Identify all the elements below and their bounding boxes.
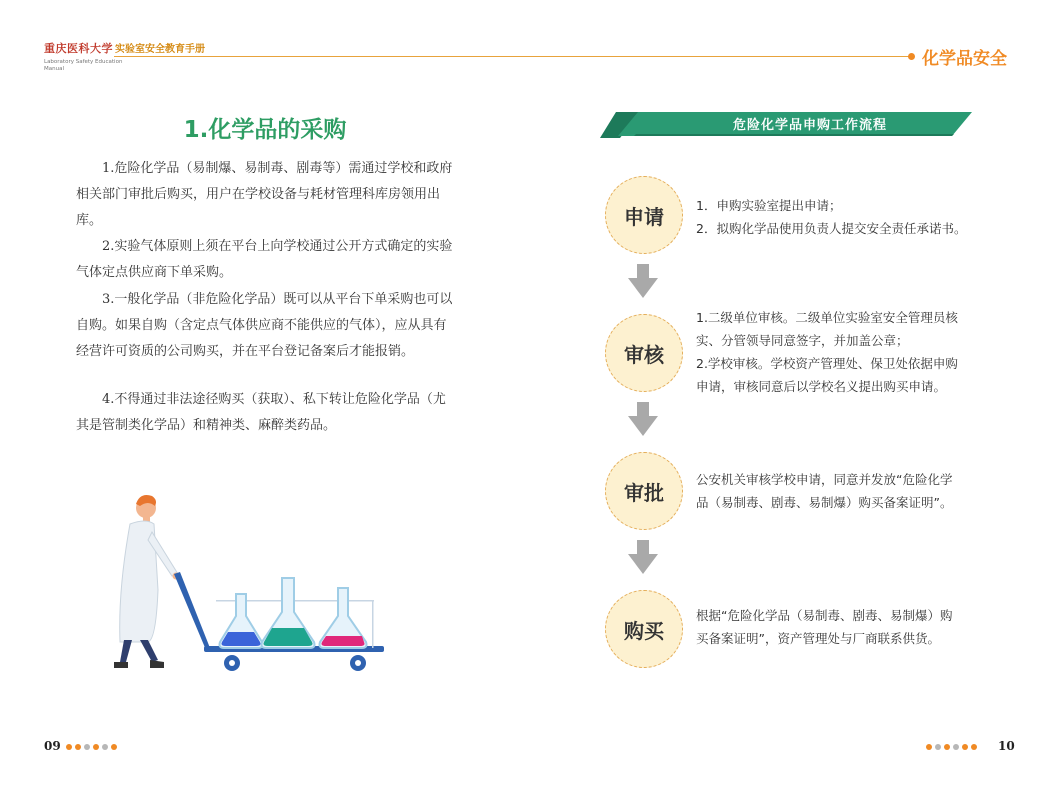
header-rule-dot — [908, 53, 915, 60]
footer-dots-right — [926, 744, 977, 750]
step-purchase-circle — [605, 590, 683, 668]
step-approve-label: 审批 — [624, 480, 664, 505]
step-review-line-2: 实、分管领导同意签字，并加盖公章； — [696, 333, 909, 348]
flask-blue — [220, 594, 263, 648]
step-approve-circle — [605, 452, 683, 530]
scientist-cart-illustration — [100, 490, 400, 675]
header-brand — [44, 40, 205, 56]
step-purchase-line-2: 买备案证明”，资产管理处与厂商联系供货。 — [696, 631, 940, 646]
flow-banner-title: 危险化学品申购工作流程 — [732, 118, 887, 133]
flow-arrow-1 — [628, 264, 658, 300]
flask-green — [262, 578, 315, 648]
step-approve-line-2: 品（易制毒、剧毒、易制爆）购买备案证明”。 — [696, 495, 953, 510]
step-purchase-label: 购买 — [624, 618, 664, 643]
scientist-figure — [114, 495, 180, 668]
brand-english-line1: Laboratory Safety Education — [44, 59, 123, 65]
step-purchase-text — [696, 604, 1002, 650]
brand-english-line2: Manual — [44, 66, 64, 72]
brand-subtitle: 实验室安全教育手册 — [115, 44, 205, 55]
step-review-line-3: 2.学校审核。学校资产管理处、保卫处依据申购 — [696, 356, 958, 371]
step-apply-text — [696, 194, 1002, 240]
step-apply-line-1: 1．申购实验室提出申请； — [696, 198, 842, 213]
step-review-line-4: 申请，审核同意后以学校名义提出购买申请。 — [696, 379, 947, 394]
step-review-text — [696, 306, 1002, 398]
step-apply-label: 申请 — [624, 204, 664, 229]
paragraph-1: 1.危险化学品（易制爆、易制毒、剧毒等）需通过学校和政府相关部门审批后购买，用户在学校设备与耗材管理科库房领用出库。 — [76, 161, 453, 228]
step-review-line-1: 1.二级单位审核。二级单位实验室安全管理员核 — [696, 310, 958, 325]
flow-arrow-2 — [628, 402, 658, 438]
paragraph-4: 4.不得通过非法途径购买（获取）、私下转让危险化学品（尤其是管制类化学品）和精神类、麻醉类药品。 — [76, 392, 446, 433]
step-review-circle — [605, 314, 683, 392]
page-number-right: 10 — [998, 739, 1015, 753]
step-apply-line-2: 2．拟购化学品使用负责人提交安全责任承诺书。 — [696, 221, 967, 236]
paragraph-3: 3.一般化学品（非危险化学品）既可以从平台下单采购也可以自购。如果自购（含定点气体供应商不能供应的气体），应从具有经营许可资质的公司购买，并在平台登记备案后才能报销。 — [76, 292, 453, 359]
flow-arrow-3 — [628, 540, 658, 576]
step-review-label: 审核 — [624, 342, 664, 367]
paragraph-2: 2.实验气体原则上须在平台上向学校通过公开方式确定的实验气体定点供应商下单采购。 — [76, 239, 453, 280]
footer-dots-left — [66, 744, 117, 750]
step-apply-circle — [605, 176, 683, 254]
flask-pink — [320, 588, 367, 648]
brand-english — [44, 59, 122, 73]
brand-name: 重庆医科大学 — [44, 42, 113, 55]
page-number-left: 09 — [44, 739, 61, 753]
step-approve-line-1: 公安机关审核学校申请，同意并发放“危险化学 — [696, 472, 953, 487]
step-approve-text — [696, 468, 1002, 514]
page-title: 1.化学品的采购 — [183, 117, 347, 143]
section-title: 化学品安全 — [922, 49, 1007, 69]
step-purchase-line-1: 根据“危险化学品（易制毒、剧毒、易制爆）购 — [696, 608, 953, 623]
header-rule — [114, 56, 910, 57]
